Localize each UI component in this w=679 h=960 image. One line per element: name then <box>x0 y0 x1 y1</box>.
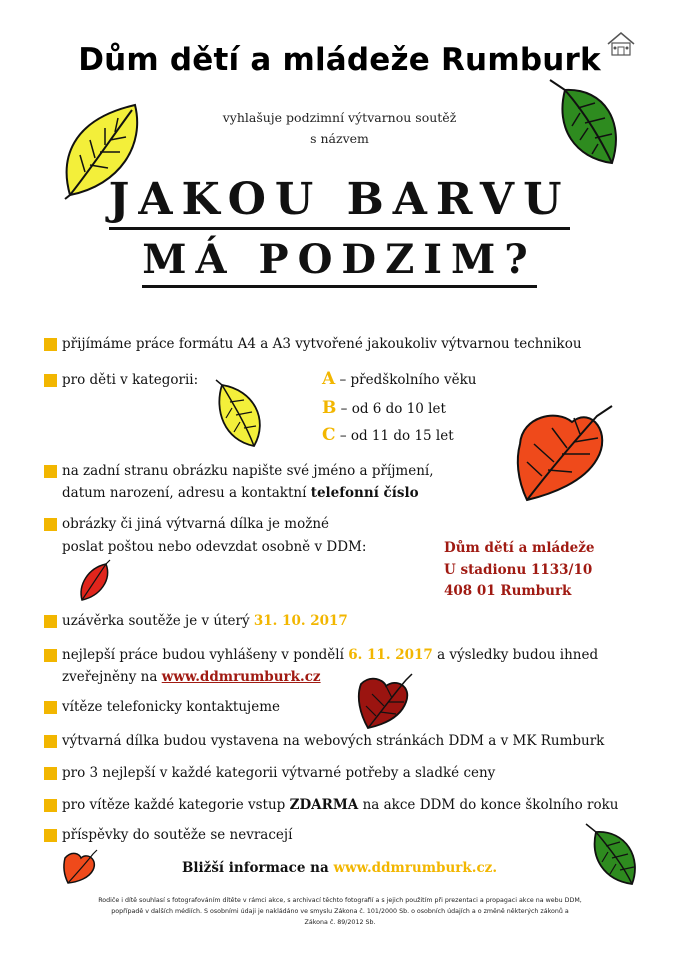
bullet-marker <box>44 735 57 748</box>
category-text: – od 6 do 10 let <box>340 401 446 417</box>
contest-title-line-1: JAKOU BARVU <box>0 178 679 222</box>
rule-prizes: pro 3 nejlepší v každé kategorii výtvarné potřeby a sladké ceny <box>62 765 496 781</box>
bullet-marker <box>44 374 57 387</box>
leaf-icon <box>512 404 622 504</box>
category-c <box>322 425 454 446</box>
bullet-marker <box>44 701 57 714</box>
leaf-icon <box>60 100 145 200</box>
rule-results-2: zveřejněny na www.ddmrumburk.cz <box>62 669 321 685</box>
leaf-icon <box>78 560 112 602</box>
bullet-marker <box>44 799 57 812</box>
rule-exhibition: výtvarná dílka budou vystavena na webových stránkách DDM a v MK Rumburk <box>62 733 605 749</box>
leaf-icon <box>550 78 625 168</box>
category-text: – od 11 do 15 let <box>339 428 454 444</box>
leaf-icon <box>586 822 642 888</box>
category-b <box>322 398 446 419</box>
rule-no-return: příspěvky do soutěže se nevracejí <box>62 827 293 843</box>
leaf-icon <box>356 672 414 730</box>
page-title: Dům dětí a mládeže Rumburk <box>78 42 601 78</box>
category-letter: C <box>322 425 336 445</box>
bullet-marker <box>44 829 57 842</box>
more-info: Bližší informace na www.ddmrumburk.cz. <box>182 860 498 876</box>
address-line-1: Dům dětí a mládeže <box>444 540 595 556</box>
rule-free-entry: pro vítěze každé kategorie vstup ZDARMA na akce DDM do konce školního roku <box>62 797 619 813</box>
website-link[interactable]: www.ddmrumburk.cz <box>161 669 321 685</box>
bullet-marker <box>44 518 57 531</box>
intro-line-1: vyhlašuje podzimní výtvarnou soutěž <box>222 110 457 125</box>
address-line-3: 408 01 Rumburk <box>444 583 572 599</box>
contest-title-line-2: MÁ PODZIM? <box>0 240 679 280</box>
more-info-url[interactable]: www.ddmrumburk.cz. <box>333 860 498 876</box>
category-a <box>322 369 476 390</box>
rule-winners-phone: vítěze telefonicky kontaktujeme <box>62 699 281 715</box>
category-letter: A <box>322 369 336 389</box>
address-line-2: U stadionu 1133/10 <box>444 562 593 578</box>
rule-send-1: obrázky či jiná výtvarná dílka je možné <box>62 516 330 532</box>
bullet-marker <box>44 767 57 780</box>
rule-deadline: uzávěrka soutěže je v úterý 31. 10. 2017 <box>62 613 348 629</box>
leaf-icon <box>214 380 269 450</box>
footer-note: Rodiče i dítě souhlasí s fotografováním dítěte v rámci akce, s archivací těchto fotografií a s jejich použitím při prezentaci a propagaci akce na webu DDM, popřípadě v dalších médiích. S osobními údaji je nakládáno ve smyslu Zákona č. 101/2000 Sb. o osobních údajích a o změně některých zákonů a Zákona č. 89/2012 Sb. <box>98 897 582 926</box>
rule-back-side-1: na zadní stranu obrázku napište své jméno a příjmení, <box>62 463 434 479</box>
rule-back-side-2: datum narození, adresu a kontaktní telefonní číslo <box>62 485 419 501</box>
intro-line-2: s názvem <box>310 131 369 146</box>
rule-formats: přijímáme práce formátu A4 a A3 vytvořené jakoukoliv výtvarnou technikou <box>62 336 582 352</box>
bullet-marker <box>44 338 57 351</box>
category-letter: B <box>322 398 337 418</box>
bullet-marker <box>44 649 57 662</box>
leaf-icon <box>62 848 98 884</box>
rule-categories-intro: pro děti v kategorii: <box>62 372 199 388</box>
rule-send-2: poslat poštou nebo odevzdat osobně v DDM: <box>62 539 367 555</box>
bullet-marker <box>44 465 57 478</box>
bullet-marker <box>44 615 57 628</box>
category-text: – předškolního věku <box>339 372 477 388</box>
rule-results-1: nejlepší práce budou vyhlášeny v pondělí 6. 11. 2017 a výsledky budou ihned <box>62 647 599 663</box>
